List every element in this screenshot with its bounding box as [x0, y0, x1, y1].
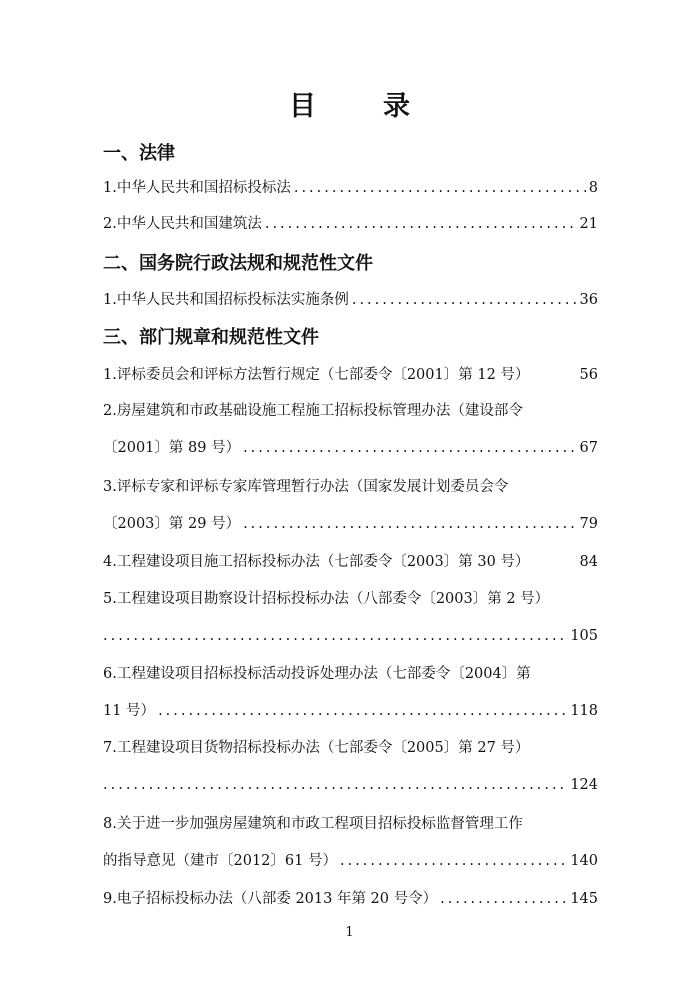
section-heading-regulations: 二、国务院行政法规和规范性文件 [103, 253, 373, 274]
toc-entry-page: 56 [579, 367, 598, 383]
toc-entry-title: 4.工程建设项目施工招标投标办法（七部委令〔2003〕第 30 号） [103, 554, 530, 570]
section-heading-law: 一、法律 [103, 143, 175, 164]
toc-entry[interactable] [103, 625, 598, 647]
toc-entry-title: 11 号） [103, 703, 156, 719]
toc-entry-title: 〔2001〕第 89 号） [103, 440, 241, 456]
toc-entry-page: 118 [570, 703, 598, 719]
page-number: 1 [345, 925, 354, 940]
leader-dots [265, 213, 577, 235]
toc-entry-title: 7.工程建设项目货物招标投标办法（七部委令〔2005〕第 27 号） [103, 740, 530, 756]
page-title: 目 录 [289, 91, 430, 122]
toc-entry-line1[interactable] [103, 476, 598, 498]
toc-entry-line1[interactable] [103, 737, 598, 759]
toc-entry-title: 8.关于进一步加强房屋建筑和市政工程项目招标投标监督管理工作 [103, 816, 523, 832]
toc-entry[interactable] [103, 437, 598, 459]
toc-entry[interactable] [103, 364, 598, 386]
toc-entry-title: 2.中华人民共和国建筑法 [103, 216, 262, 232]
toc-entry-page: 21 [579, 216, 598, 232]
leader-dots [294, 177, 586, 199]
toc-entry[interactable] [103, 213, 598, 235]
leader-dots [352, 289, 577, 311]
toc-entry-line1[interactable] [103, 400, 598, 422]
toc-entry-title: 6.工程建设项目招标投标活动投诉处理办法（七部委令〔2004〕第 [103, 666, 531, 682]
toc-entry-page: 8 [588, 180, 598, 196]
toc-entry-title: 5.工程建设项目勘察设计招标投标办法（八部委令〔2003〕第 2 号） [103, 591, 550, 607]
leader-dots [340, 850, 567, 872]
toc-entry-page: 79 [579, 516, 598, 532]
toc-entry-title: 9.电子招标投标办法（八部委 2013 年第 20 号令） [103, 891, 438, 907]
toc-entry[interactable] [103, 774, 598, 796]
leader-dots [103, 625, 567, 647]
toc-entry-title: 2.房屋建筑和市政基础设施工程施工招标投标管理办法（建设部令 [103, 403, 523, 419]
toc-entry-line1[interactable] [103, 588, 598, 610]
section-heading-rules: 三、部门规章和规范性文件 [103, 327, 319, 348]
toc-entry[interactable] [103, 513, 598, 535]
toc-entry-page: 67 [579, 440, 598, 456]
toc-entry[interactable] [103, 888, 598, 910]
toc-entry[interactable] [103, 177, 598, 199]
toc-entry[interactable] [103, 700, 598, 722]
toc-entry-title: 1.评标委员会和评标方法暂行规定（七部委令〔2001〕第 12 号） [103, 367, 530, 383]
leader-dots [103, 774, 567, 796]
toc-entry-page: 140 [570, 853, 598, 869]
leader-dots [243, 437, 576, 459]
toc-entry-page: 145 [570, 891, 598, 907]
toc-entry-title: 的指导意见（建市〔2012〕61 号） [103, 853, 337, 869]
toc-entry-page: 84 [579, 554, 598, 570]
toc-entry-title: 1.中华人民共和国招标投标法 [103, 180, 291, 196]
toc-entry-title: 1.中华人民共和国招标投标法实施条例 [103, 292, 349, 308]
toc-entry-page: 36 [579, 292, 598, 308]
toc-entry[interactable] [103, 551, 598, 573]
toc-entry[interactable] [103, 289, 598, 311]
toc-entry-page: 124 [570, 777, 598, 793]
leader-dots [440, 888, 567, 910]
leader-dots [158, 700, 567, 722]
toc-entry[interactable] [103, 850, 598, 872]
leader-dots [243, 513, 576, 535]
toc-entry-page: 105 [570, 628, 598, 644]
toc-entry-line1[interactable] [103, 813, 598, 835]
toc-entry-line1[interactable] [103, 663, 598, 685]
toc-entry-title: 〔2003〕第 29 号） [103, 516, 241, 532]
toc-entry-title: 3.评标专家和评标专家库管理暂行办法（国家发展计划委员会令 [103, 479, 509, 495]
